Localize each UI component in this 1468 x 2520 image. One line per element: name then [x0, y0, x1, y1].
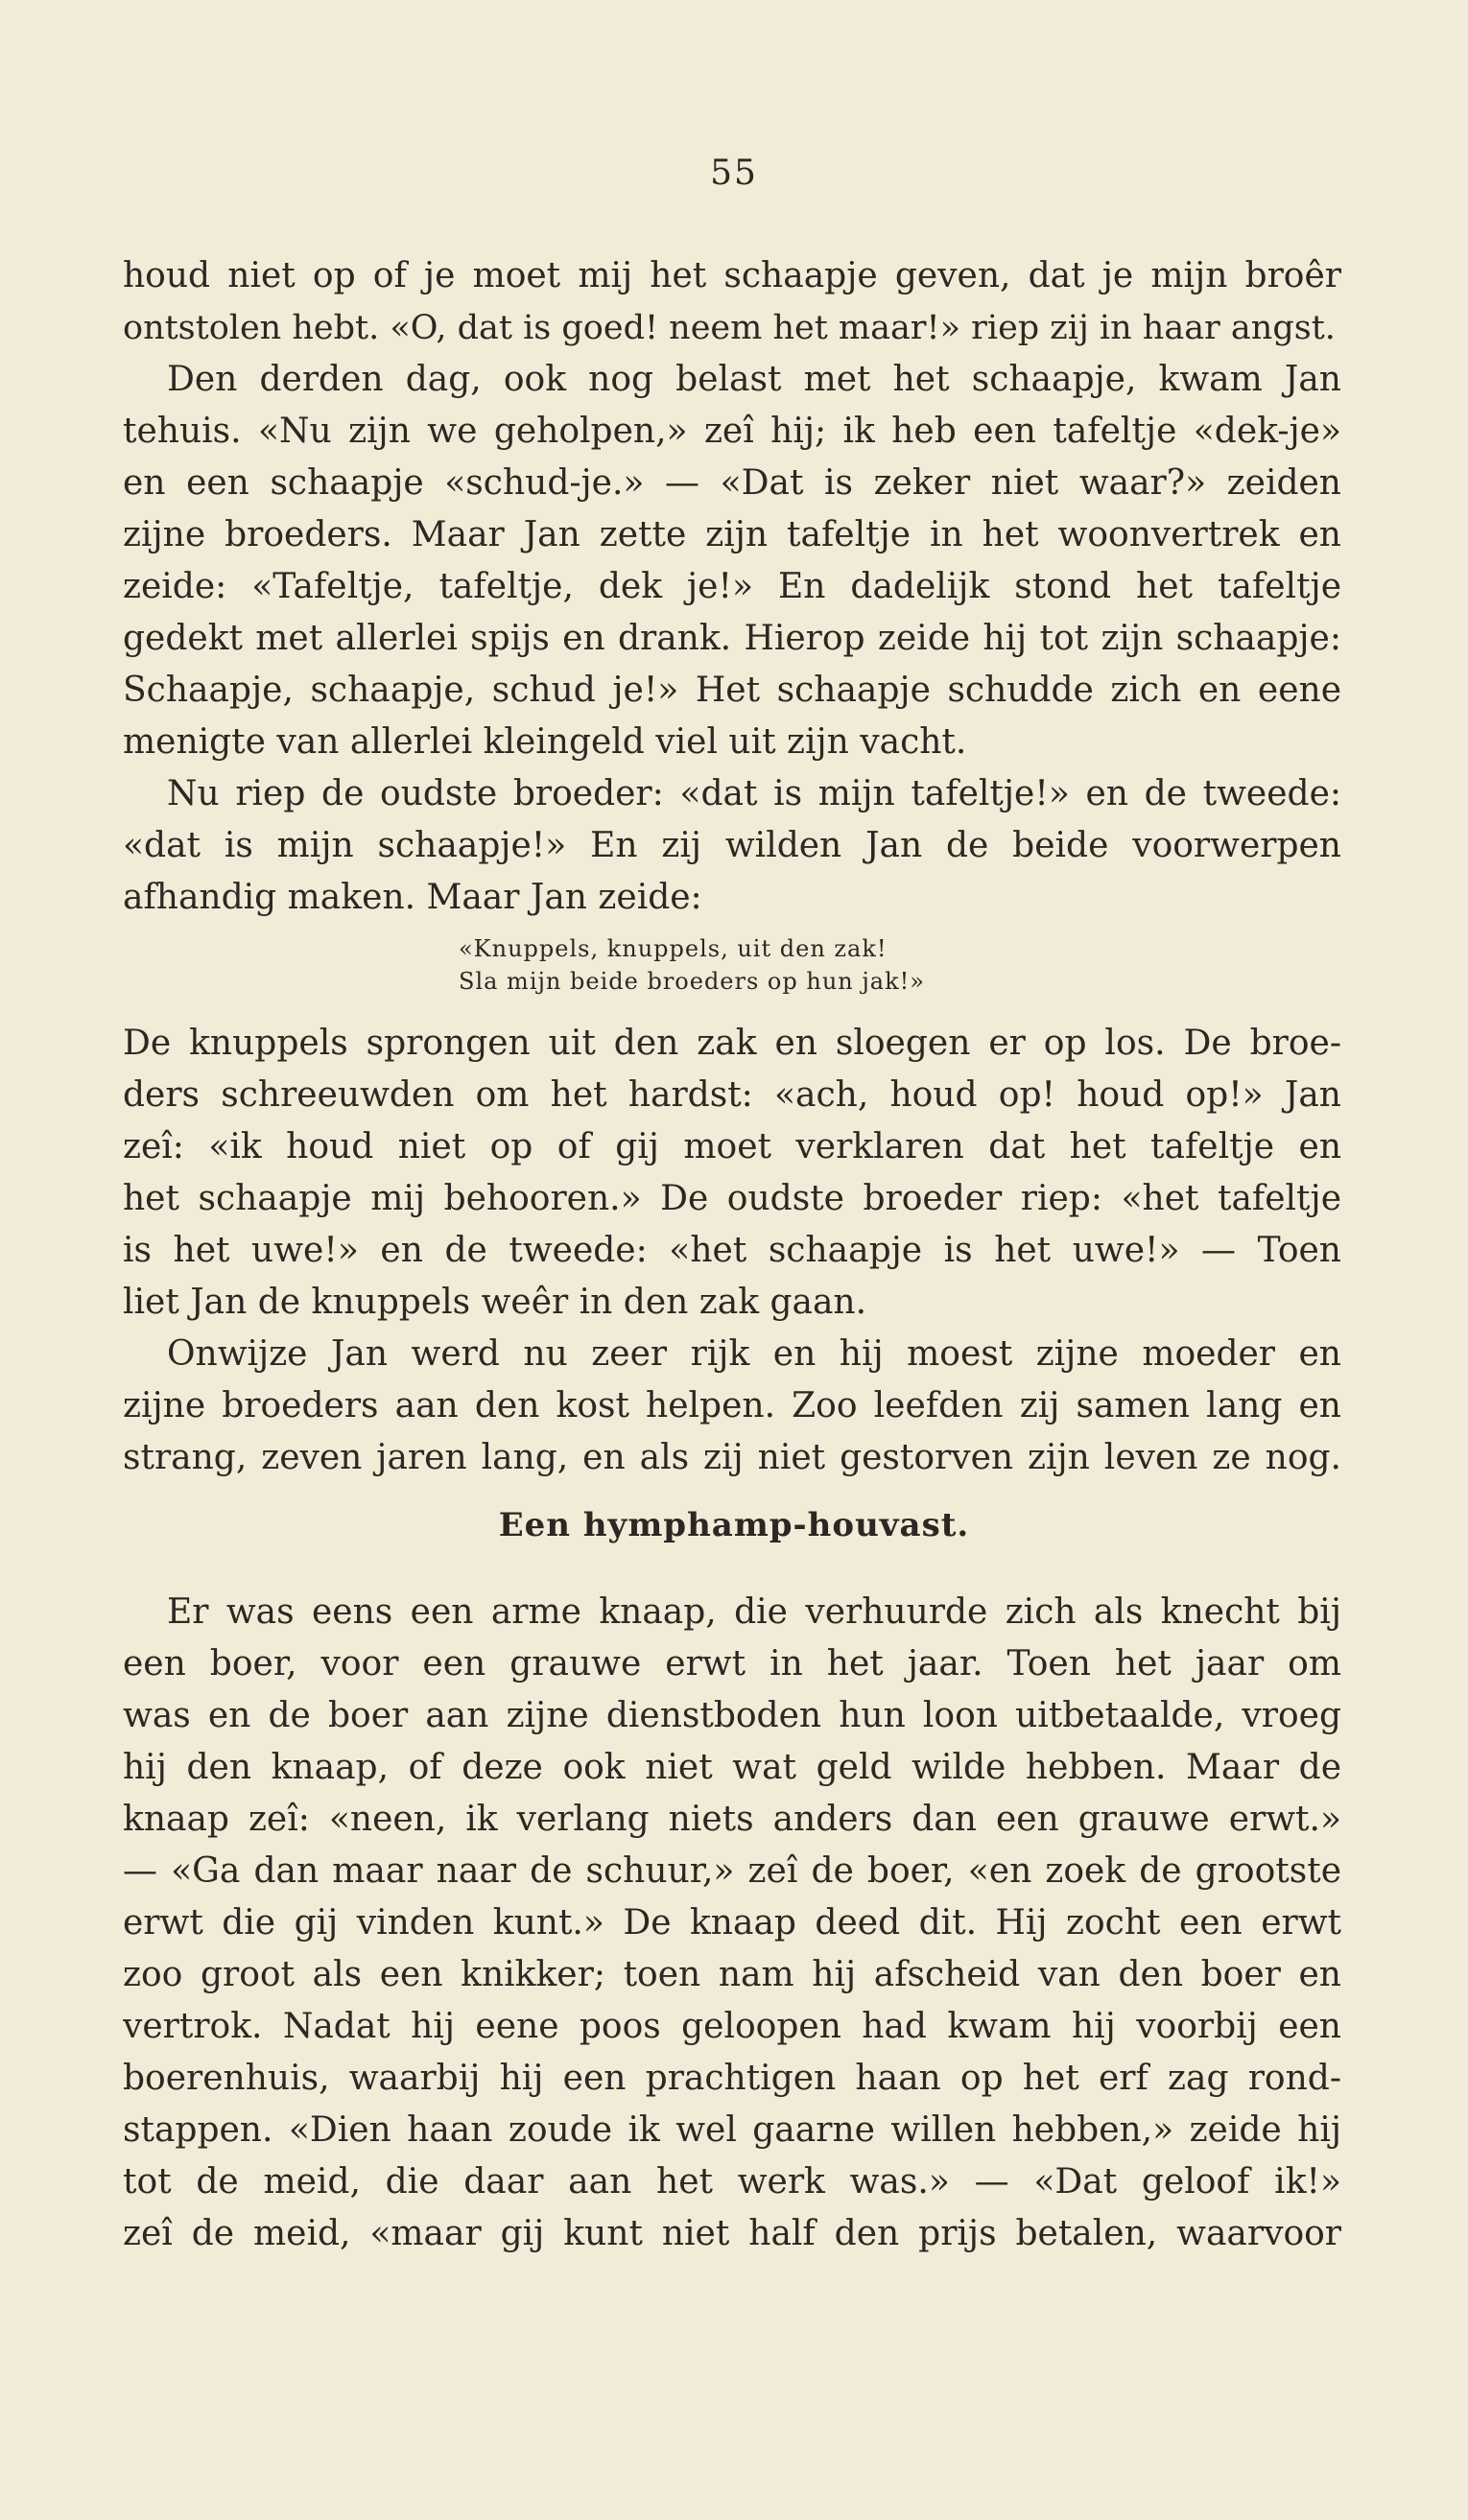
text-line: was en de boer aan zijne dienstboden hun loon uitbetaalde, vroeg	[123, 1696, 1341, 1735]
text-line: het schaapje mij behooren.» De oudste broeder riep: «het tafeltje	[123, 1179, 1341, 1218]
text-line: ontstolen hebt. «O, dat is goed! neem het maar!» riep zij in haar angst.	[123, 309, 1336, 347]
text-line: zijne broeders. Maar Jan zette zijn tafeltje in het woonvertrek en	[123, 515, 1341, 554]
text-line: Den derden dag, ook nog belast met het schaapje, kwam Jan	[167, 360, 1341, 399]
text-line: Nu riep de oudste broeder: «dat is mijn tafeltje!» en de tweede:	[167, 774, 1341, 813]
text-line: tehuis. «Nu zijn we geholpen,» zeî hij; ik heb een tafeltje «dek-je»	[123, 412, 1341, 451]
text-line: zijne broeders aan den kost helpen. Zoo leefden zij samen lang en	[123, 1386, 1341, 1425]
text-line: — «Ga dan maar naar de schuur,» zeî de boer, «en zoek de grootste	[123, 1851, 1341, 1891]
paragraph-block-1	[123, 250, 1341, 924]
text-line: hij den knaap, of deze ook niet wat geld wilde hebben. Maar de	[123, 1748, 1341, 1787]
text-line: ders schreeuwden om het hardst: «ach, houd op! houd op!» Jan	[123, 1075, 1341, 1115]
text-line: is het uwe!» en de tweede: «het schaapje is het uwe!» — Toen	[123, 1231, 1341, 1270]
text-line: knaap zeî: «neen, ik verlang niets anders dan een grauwe erwt.»	[123, 1800, 1341, 1839]
verse-line: «Knuppels, knuppels, uit den zak!	[459, 935, 888, 962]
page-number: 55	[710, 153, 758, 193]
text-line: afhandig maken. Maar Jan zeide:	[123, 878, 702, 917]
text-line: Er was eens een arme knaap, die verhuurde zich als knecht bij	[167, 1592, 1341, 1632]
text-line: een boer, voor een grauwe erwt in het jaar. Toen het jaar om	[123, 1644, 1341, 1684]
text-line: gedekt met allerlei spijs en drank. Hierop zeide hij tot zijn schaapje:	[123, 619, 1341, 658]
text-line: zeî: «ik houd niet op of gij moet verklaren dat het tafeltje en	[123, 1127, 1341, 1166]
text-line: Onwijze Jan werd nu zeer rijk en hij moest zijne moeder en	[167, 1334, 1341, 1374]
text-line: en een schaapje «schud-je.» — «Dat is zeker niet waar?» zeiden	[123, 463, 1341, 503]
text-line: zeide: «Tafeltje, tafeltje, dek je!» En dadelijk stond het tafeltje	[123, 567, 1341, 606]
section-heading: Een hymphamp-houvast.	[498, 1506, 970, 1544]
text-line: strang, zeven jaren lang, en als zij niet gestorven zijn leven ze nog.	[123, 1438, 1341, 1477]
text-line: menigte van allerlei kleingeld viel uit zijn vacht.	[123, 722, 967, 762]
text-line: zeî de meid, «maar gij kunt niet half den prijs betalen, waarvoor	[123, 2214, 1341, 2253]
paragraph-block-3	[123, 1587, 1341, 2260]
text-line: boerenhuis, waarbij hij een prachtigen haan op het erf zag rond-	[123, 2059, 1341, 2098]
paragraph-block-2	[123, 1018, 1341, 1484]
text-line: zoo groot als een knikker; toen nam hij afscheid van den boer en	[123, 1955, 1341, 1994]
verse-block	[459, 932, 1130, 998]
text-line: vertrok. Nadat hij eene poos geloopen had kwam hij voorbij een	[123, 2007, 1341, 2046]
text-line: «dat is mijn schaapje!» En zij wilden Jan de beide voorwerpen	[123, 826, 1341, 865]
text-line: stappen. «Dien haan zoude ik wel gaarne willen hebben,» zeide hij	[123, 2110, 1341, 2150]
text-line: tot de meid, die daar aan het werk was.» — «Dat geloof ik!»	[123, 2162, 1341, 2202]
text-line: houd niet op of je moet mij het schaapje geven, dat je mijn broêr	[123, 256, 1341, 295]
text-line: liet Jan de knuppels weêr in den zak gaan.	[123, 1283, 867, 1322]
verse-line: Sla mijn beide broeders op hun jak!»	[459, 968, 925, 995]
text-line: Schaapje, schaapje, schud je!» Het schaapje schudde zich en eene	[123, 671, 1341, 710]
text-line: erwt die gij vinden kunt.» De knaap deed dit. Hij zocht een erwt	[123, 1903, 1341, 1943]
text-line: De knuppels sprongen uit den zak en sloegen er op los. De broe-	[123, 1024, 1341, 1063]
